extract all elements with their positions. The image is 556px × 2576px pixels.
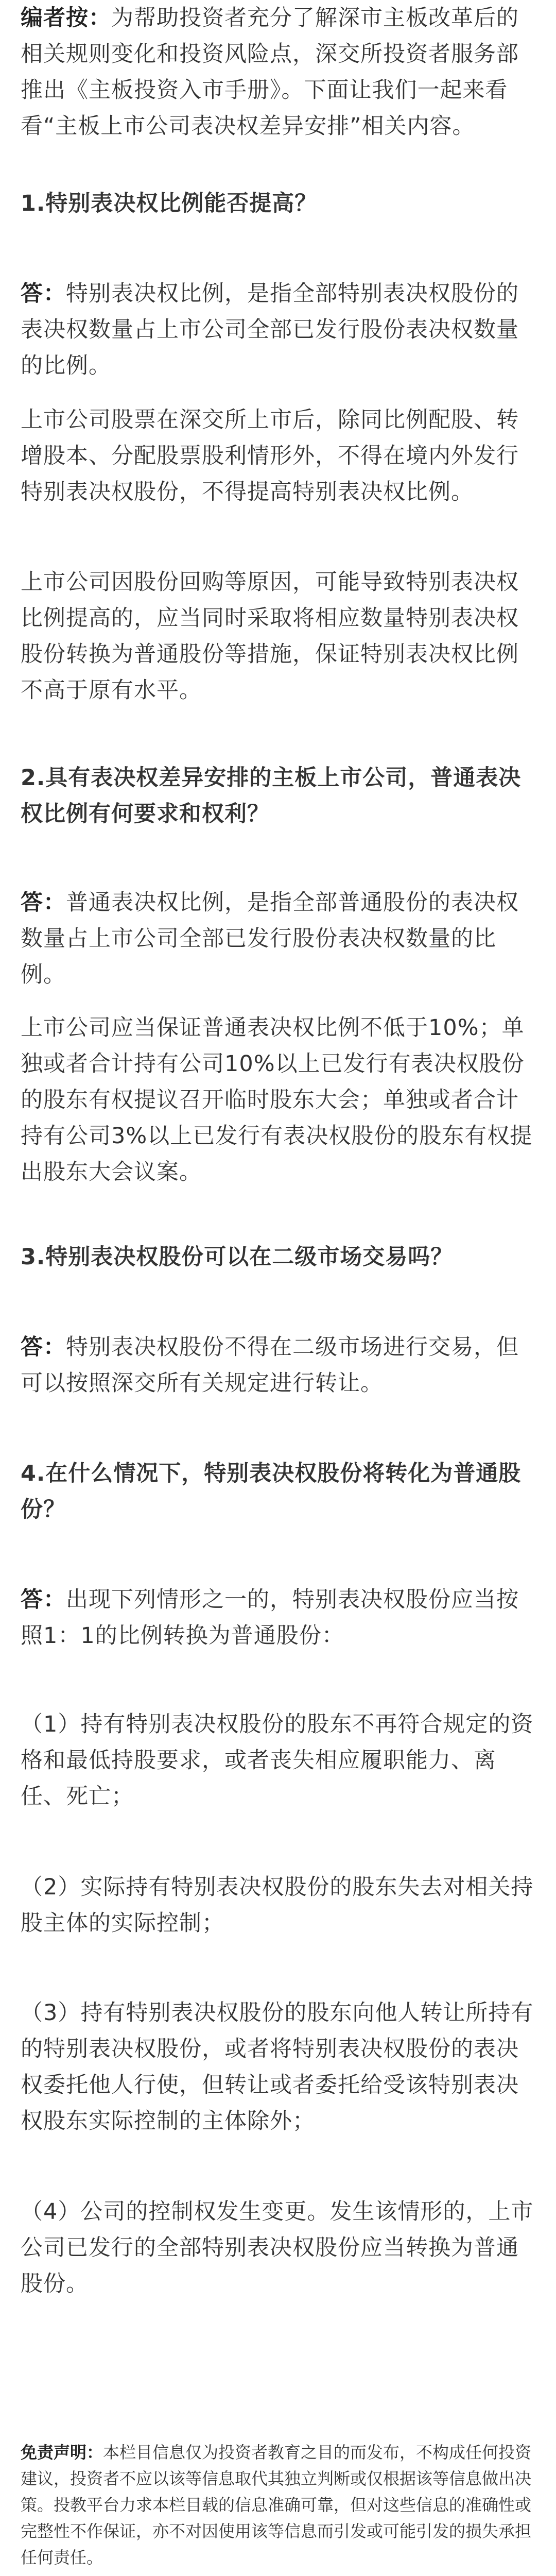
editor-note-text: 为帮助投资者充分了解深市主板改革后的相关规则变化和投资风险点，深交所投资者服务部推出《主板投资入市手册》。下面让我们一起来看看“主板上市公司表决权差异安排”相关内容。 [21, 5, 519, 139]
answer-label: 答： [21, 890, 66, 916]
question-4: 4.在什么情况下，特别表决权股份将转化为普通股份？ [21, 1461, 522, 1522]
answer-4-item-3: （3）持有特别表决权股份的股东向他人转让所持有的特别表决权股份，或者将特别表决权股份的表决权委托他人行使，但转让或者委托给受该特别表决权股东实际控制的主体除外； [21, 2000, 534, 2134]
answer-2-p1: 答：普通表决权比例，是指全部普通股份的表决权数量占上市公司全部已发行股份表决权数量的比例。 [21, 890, 519, 988]
answer-3-p1: 答：特别表决权股份不得在二级市场进行交易，但可以按照深交所有关规定进行转让。 [21, 1334, 519, 1396]
answer-label: 答： [21, 1334, 66, 1360]
disclaimer [21, 2439, 535, 2571]
answer-1-p1: 答：特别表决权比例，是指全部特别表决权股份的表决权数量占上市公司全部已发行股份表决权数量的比例。 [21, 281, 519, 379]
question-3: 3.特别表决权股份可以在二级市场交易吗？ [21, 1244, 454, 1270]
disclaimer-label: 免责声明： [21, 2443, 103, 2462]
answer-label: 答： [21, 281, 66, 307]
answer-4-item-1: （1）持有特别表决权股份的股东不再符合规定的资格和最低持股要求，或者丧失相应履职能力、离任、死亡； [21, 1711, 534, 1809]
answer-1-p2: 上市公司股票在深交所上市后，除同比例配股、转增股本、分配股票股利情形外，不得在境内外发行特别表决权股份，不得提高特别表决权比例。 [21, 407, 519, 505]
editor-note-label: 编者按： [21, 5, 111, 31]
answer-4-item-2: （2）实际持有特别表决权股份的股东失去对相关持股主体的实际控制； [21, 1874, 534, 1936]
answer-label: 答： [21, 1587, 66, 1613]
editor-note [21, 0, 535, 144]
answer-4-item-4: （4）公司的控制权发生变更。发生该情形的，上市公司已发行的全部特别表决权股份应当转换为普通股份。 [21, 2199, 534, 2297]
question-2: 2.具有表决权差异安排的主板上市公司，普通表决权比例有何要求和权利？ [21, 765, 522, 827]
question-1: 1.特别表决权比例能否提高？ [21, 191, 318, 216]
answer-2-p2: 上市公司应当保证普通表决权比例不低于10%；单独或者合计持有公司10%以上已发行有表决权股份的股东有权提议召开临时股东大会；单独或者合计持有公司3%以上已发行有表决权股份的股东有权提出股东大会议案。 [21, 1015, 533, 1185]
answer-4-p1: 答：出现下列情形之一的，特别表决权股份应当按照1：1的比例转换为普通股份： [21, 1587, 519, 1649]
answer-1-p3: 上市公司因股份回购等原因，可能导致特别表决权比例提高的，应当同时采取将相应数量特别表决权股份转换为普通股份等措施，保证特别表决权比例不高于原有水平。 [21, 569, 519, 703]
disclaimer-text: 本栏目信息仅为投资者教育之目的而发布，不构成任何投资建议，投资者不应以该等信息取代其独立判断或仅根据该等信息做出决策。投教平台力求本栏目载的信息准确可靠，但对这些信息的准确性或完整性不作保证，亦不对因使用该等信息而引发或可能引发的损失承担任何责任。 [21, 2443, 532, 2567]
